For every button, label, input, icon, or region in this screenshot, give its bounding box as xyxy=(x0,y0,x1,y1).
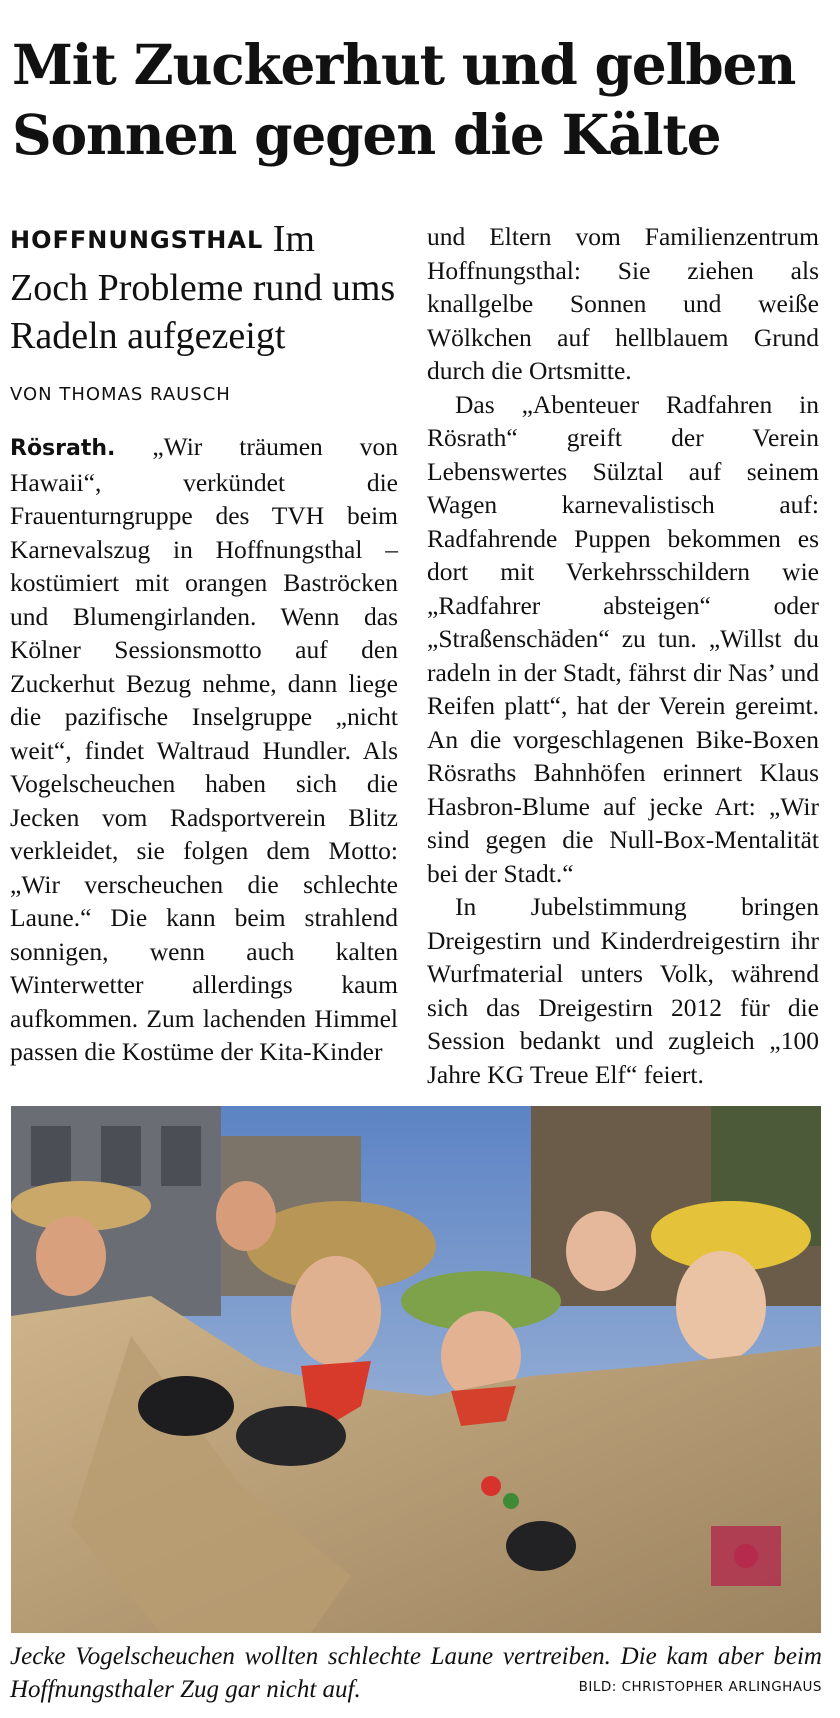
place-name: Rösrath. xyxy=(10,436,116,461)
article-column-right xyxy=(427,220,819,1091)
scarecrow-costumes-image xyxy=(11,1106,821,1633)
subheadline-block xyxy=(10,215,398,360)
article-column-left xyxy=(10,215,398,1069)
paragraph-2: Das „Abenteuer Radfahren in Rösrath“ greift der Verein Lebenswertes Sülztal auf seinem Wagen karnevalistisch auf: Radfahrende Puppen bekommen es dort mit Verkehrsschildern wie „Radfahrer absteigen“ oder „Straßenschäden“ zu tun. „Willst du radeln in der Stadt, fährst dir Nas’ und Reifen platt“, hat der Verein gereimt. An die vorgeschlagenen Bike-Boxen Rösraths Bahnhöfen erinnert Klaus Hasbron-Blume auf jecke Art: „Wir sind gegen die Null-Box-Mentalität bei der Stadt.“ xyxy=(427,389,819,888)
paragraph-1-part-2: und Eltern vom Familienzentrum Hoffnungsthal: Sie ziehen als knallgelbe Sonnen und weiße Wölkchen auf hellblauem Grund durch die Ortsmitte. xyxy=(427,222,819,385)
paragraph-1-part-1 xyxy=(10,430,398,1069)
photo-credit: BILD: CHRISTOPHER ARLINGHAUS xyxy=(578,1679,822,1695)
headline: Mit Zuckerhut und gelben Sonnen gegen die Kälte xyxy=(12,32,796,167)
subheadline: Im Zoch Probleme rund ums Radeln aufgezeigt xyxy=(10,218,396,357)
paragraph-1-text: „Wir träumen von Hawaii“, verkündet die Frauenturngruppe des TVH beim Karnevalszug in Hoffnungsthal – kostümiert mit orangen Baströcken und Blumengirlanden. Wenn das Kölner Sessionsmotto auf den Zuckerhut Bezug nehme, dann liege die pazifische Inselgruppe „nicht weit“, findet Waltraud Hundler. Als Vogelscheuchen haben sich die Jecken vom Radsportverein Blitz verkleidet, sie folgen dem Motto: „Wir verscheuchen die schlechte Laune.“ Die kann beim strahlend sonnigen, wenn auch kalten Winterwetter allerdings kaum aufkommen. Zum lachenden Himmel passen die Kostüme der Kita-Kinder xyxy=(10,432,398,1066)
dateline-place: HOFFNUNGSTHAL xyxy=(10,226,264,254)
paragraph-3: In Jubelstimmung bringen Dreigestirn und Kinderdreigestirn ihr Wurfmaterial unters Volk, während sich das Dreigestirn 2012 für die Session bedankt und zugleich „100 Jahre KG Treue Elf“ feiert. xyxy=(427,892,819,1089)
carnival-photo xyxy=(11,1106,821,1633)
photo-caption-block xyxy=(10,1640,822,1706)
byline: VON THOMAS RAUSCH xyxy=(10,384,231,405)
photo-caption: Jecke Vogelscheuchen wollten schlechte Laune vertreiben. Die kam aber beim Hoffnungsthaler Zug gar nicht auf. xyxy=(10,1643,822,1703)
